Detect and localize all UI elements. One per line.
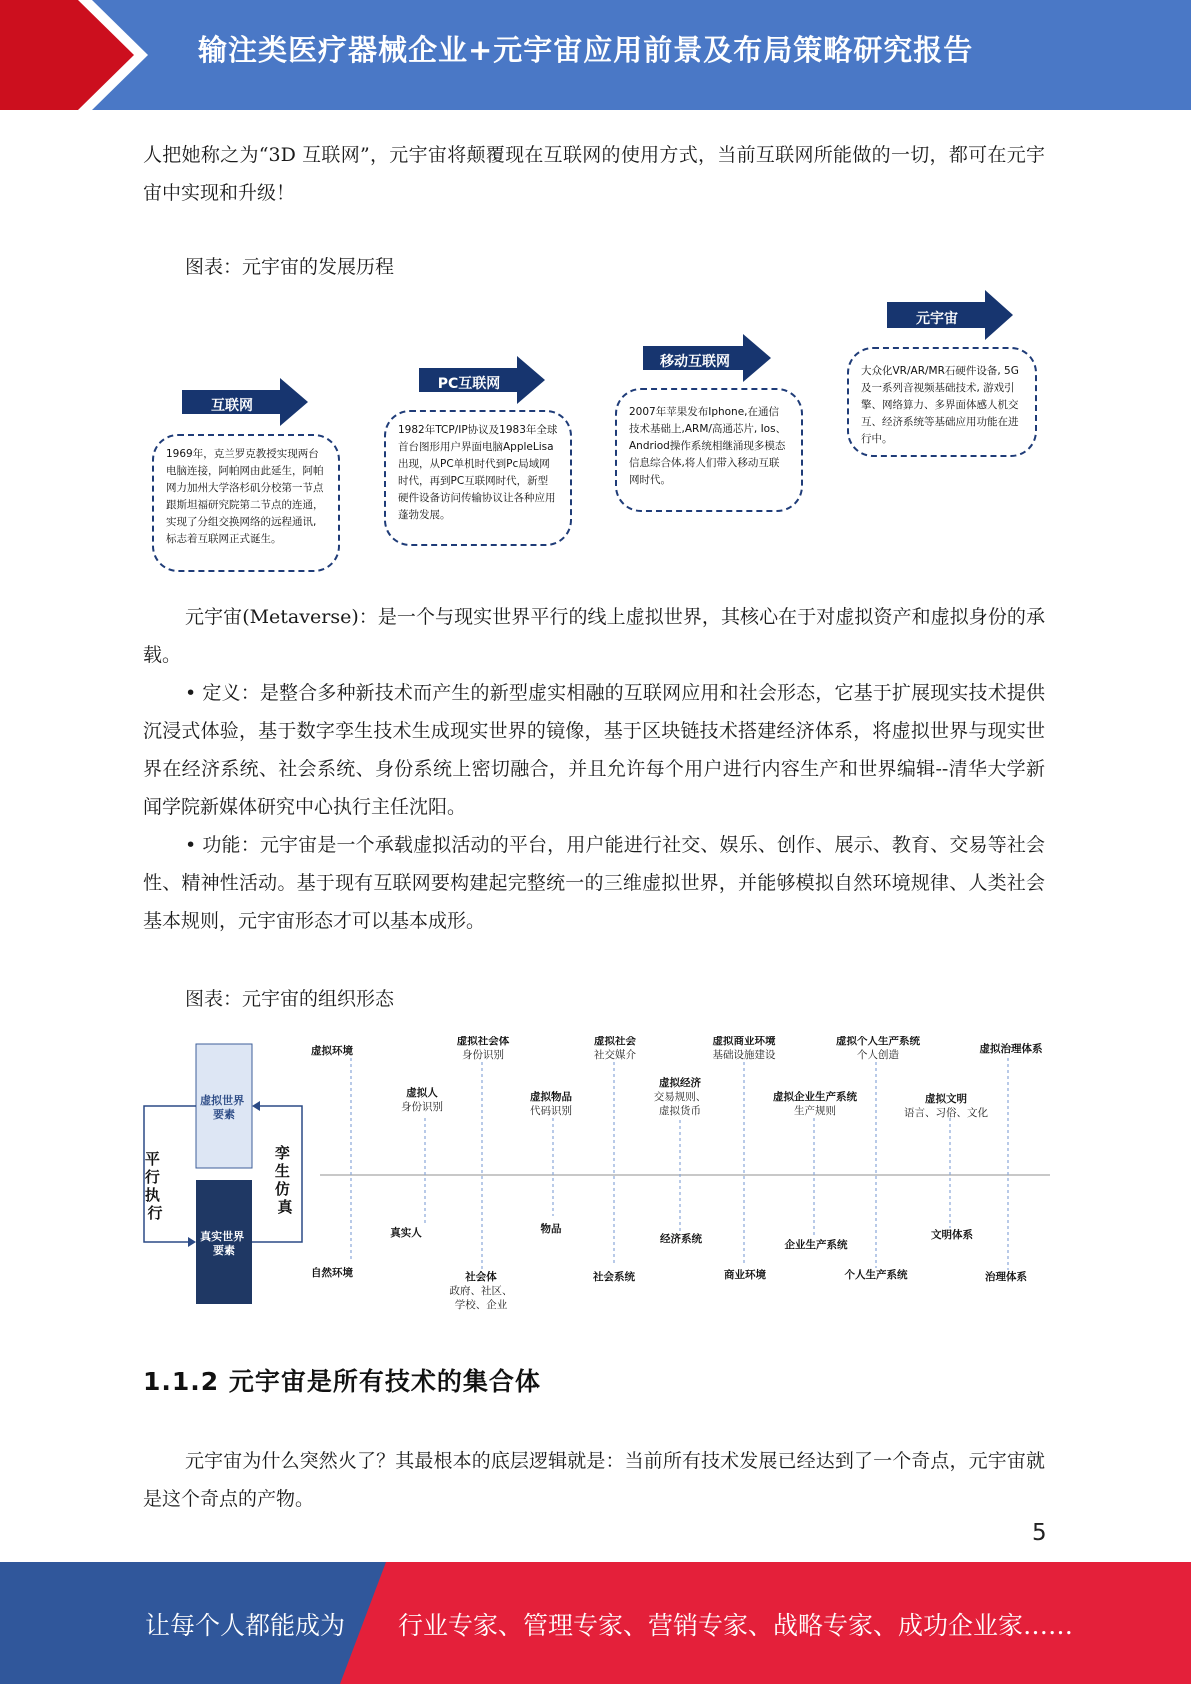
top-label-virtual-enterprise-production: 虚拟企业生产系统 bbox=[773, 1091, 857, 1103]
bottom-sub-social-body-1: 政府、社区、 bbox=[449, 1285, 513, 1297]
development-history-figure bbox=[140, 284, 1060, 584]
top-sub-virtual-economy-2: 虚拟货币 bbox=[659, 1105, 701, 1117]
top-label-virtual-society: 虚拟社会 bbox=[594, 1036, 636, 1047]
figure1-caption: 图表：元宇宙的发展历程 bbox=[185, 256, 395, 278]
real-world-box-label: 真实世界 要素 bbox=[200, 1230, 245, 1257]
footer-slogan-left: 让每个人都能成为 bbox=[145, 1611, 346, 1640]
top-label-virtual-social-body: 虚拟社会体 bbox=[456, 1036, 510, 1047]
bottom-label-social-system: 社会系统 bbox=[593, 1271, 635, 1283]
page-number: 5 bbox=[1032, 1520, 1047, 1546]
stage-box-metaverse: 大众化VR/AR/MR石硬件设备, 5G及一系列音视频基础技术, 游戏引擎、网络算力、多界面体感人机交互、经济系统等基础应用功能在进行中。 bbox=[847, 347, 1037, 457]
bottom-label-economic-system: 经济系统 bbox=[660, 1233, 702, 1245]
bottom-label-social-body: 社会体 bbox=[465, 1271, 497, 1283]
top-sub-virtual-business-environment: 基础设施建设 bbox=[712, 1049, 776, 1061]
top-sub-virtual-enterprise-production: 生产规则 bbox=[794, 1105, 836, 1117]
top-label-virtual-goods: 虚拟物品 bbox=[530, 1091, 572, 1103]
organization-form-figure bbox=[140, 1036, 1060, 1316]
bottom-label-personal-production: 个人生产系统 bbox=[844, 1269, 908, 1281]
top-sub-virtual-social-body: 身份识别 bbox=[462, 1049, 504, 1061]
top-label-virtual-civilization: 虚拟文明 bbox=[925, 1093, 967, 1105]
bottom-label-business-environment: 商业环境 bbox=[724, 1269, 766, 1281]
top-label-virtual-person: 虚拟人 bbox=[406, 1087, 438, 1099]
stage-box-internet: 1969年，克兰罗克教授实现两台电脑连接，阿帕网由此延生，阿帕网力加州大学洛杉矶分校第一节点跟斯坦福研究院第二节点的连通，实现了分组交换网络的远程通讯,标志着互联网正式诞生。 bbox=[152, 434, 340, 572]
figure2-caption: 图表：元宇宙的组织形态 bbox=[185, 988, 395, 1010]
page-footer bbox=[0, 1562, 1191, 1684]
bottom-sub-social-body-2: 学校、企业 bbox=[454, 1299, 508, 1311]
paragraph-definition-bullet: • 定义：是整合多种新技术而产生的新型虚实相融的互联网应用和社会形态，它基于扩展现实技术提供沉浸式体验，基于数字孪生技术生成现实世界的镜像，基于区块链技术搭建经济体系，将虚拟世界与现实世界在经济系统、社会系统、身份系统上密切融合，并且允许每个用户进行内容生产和世界编辑--清华大学新闻学院新媒体研究中心执行主任沈阳。 bbox=[143, 682, 1045, 818]
stage-label-metaverse: 元宇宙 bbox=[916, 311, 958, 327]
top-sub-virtual-economy-1: 交易规则、 bbox=[653, 1091, 707, 1103]
paragraph-why-metaverse: 元宇宙为什么突然火了？其最根本的底层逻辑就是：当前所有技术发展已经达到了一个奇点，元宇宙就是这个奇点的产物。 bbox=[143, 1450, 1045, 1510]
top-sub-virtual-civilization: 语言、习俗、文化 bbox=[904, 1107, 988, 1119]
top-sub-virtual-society: 社交媒介 bbox=[594, 1049, 636, 1061]
bottom-label-governance-system: 治理体系 bbox=[985, 1271, 1027, 1283]
stage-label-internet: 互联网 bbox=[211, 398, 253, 414]
stage-box-pc-internet: 1982年TCP/IP协议及1983年全球首台图形用户界面电脑AppleLisa出现，从PC单机时代到Pc局域网时代，再到PC互联网时代，新型硬件设备访问传输协议让各种应用蓬勃发展。 bbox=[384, 410, 572, 546]
organization-form-diagram bbox=[140, 1036, 1060, 1316]
bottom-label-real-person: 真实人 bbox=[390, 1227, 422, 1239]
paragraph-metaverse-definition: 元宇宙(Metaverse)：是一个与现实世界平行的线上虚拟世界，其核心在于对虚拟资产和虚拟身份的承载。 bbox=[143, 606, 1045, 666]
twin-simulation-label: 孪 生 仿 真 bbox=[274, 1144, 293, 1216]
top-label-virtual-business-environment: 虚拟商业环境 bbox=[712, 1036, 776, 1047]
stage-label-mobile-internet: 移动互联网 bbox=[660, 354, 730, 370]
bottom-label-goods: 物品 bbox=[540, 1223, 562, 1235]
parallel-execution-label: 平 行 执 行 bbox=[144, 1150, 163, 1222]
page-header bbox=[0, 0, 1191, 110]
top-label-virtual-economy: 虚拟经济 bbox=[659, 1077, 701, 1089]
header-corner-arrow bbox=[0, 0, 160, 110]
stage-box-mobile-internet: 2007年苹果发布Iphone,在通信技术基础上,ARM/高通芯片, Ios、Andriod操作系统相继涌现多模态信息综合体,将人们带入移动互联网时代。 bbox=[615, 388, 803, 512]
top-sub-virtual-personal-production: 个人创造 bbox=[857, 1049, 899, 1061]
report-title: 输注类医疗器械企业+元宇宙应用前景及布局策略研究报告 bbox=[198, 33, 974, 67]
bottom-label-natural-environment: 自然环境 bbox=[311, 1267, 353, 1279]
virtual-world-box-label: 虚拟世界 要素 bbox=[200, 1094, 245, 1121]
top-label-virtual-personal-production: 虚拟个人生产系统 bbox=[836, 1036, 920, 1047]
top-sub-virtual-person: 身份识别 bbox=[401, 1101, 443, 1113]
bottom-label-enterprise-production: 企业生产系统 bbox=[784, 1239, 848, 1251]
stage-label-pc-internet: PC互联网 bbox=[437, 376, 501, 392]
top-sub-virtual-goods: 代码识别 bbox=[530, 1105, 572, 1117]
bottom-label-civilization-system: 文明体系 bbox=[931, 1229, 973, 1241]
footer-slogan-right: 行业专家、管理专家、营销专家、战略专家、成功企业家…… bbox=[398, 1611, 1074, 1640]
paragraph-intro: 人把她称之为“3D 互联网”，元宇宙将颠覆现在互联网的使用方式，当前互联网所能做的一切，都可在元宇宙中实现和升级！ bbox=[143, 144, 1045, 204]
paragraph-function-bullet: • 功能：元宇宙是一个承载虚拟活动的平台，用户能进行社交、娱乐、创作、展示、教育、交易等社会性、精神性活动。基于现有互联网要构建起完整统一的三维虚拟世界，并能够模拟自然环境规律、人类社会基本规则，元宇宙形态才可以基本成形。 bbox=[143, 834, 1045, 932]
section-heading: 1.1.2 元宇宙是所有技术的集合体 bbox=[143, 1367, 541, 1396]
top-label-virtual-governance: 虚拟治理体系 bbox=[979, 1043, 1043, 1055]
top-label-virtual-environment: 虚拟环境 bbox=[311, 1045, 353, 1057]
